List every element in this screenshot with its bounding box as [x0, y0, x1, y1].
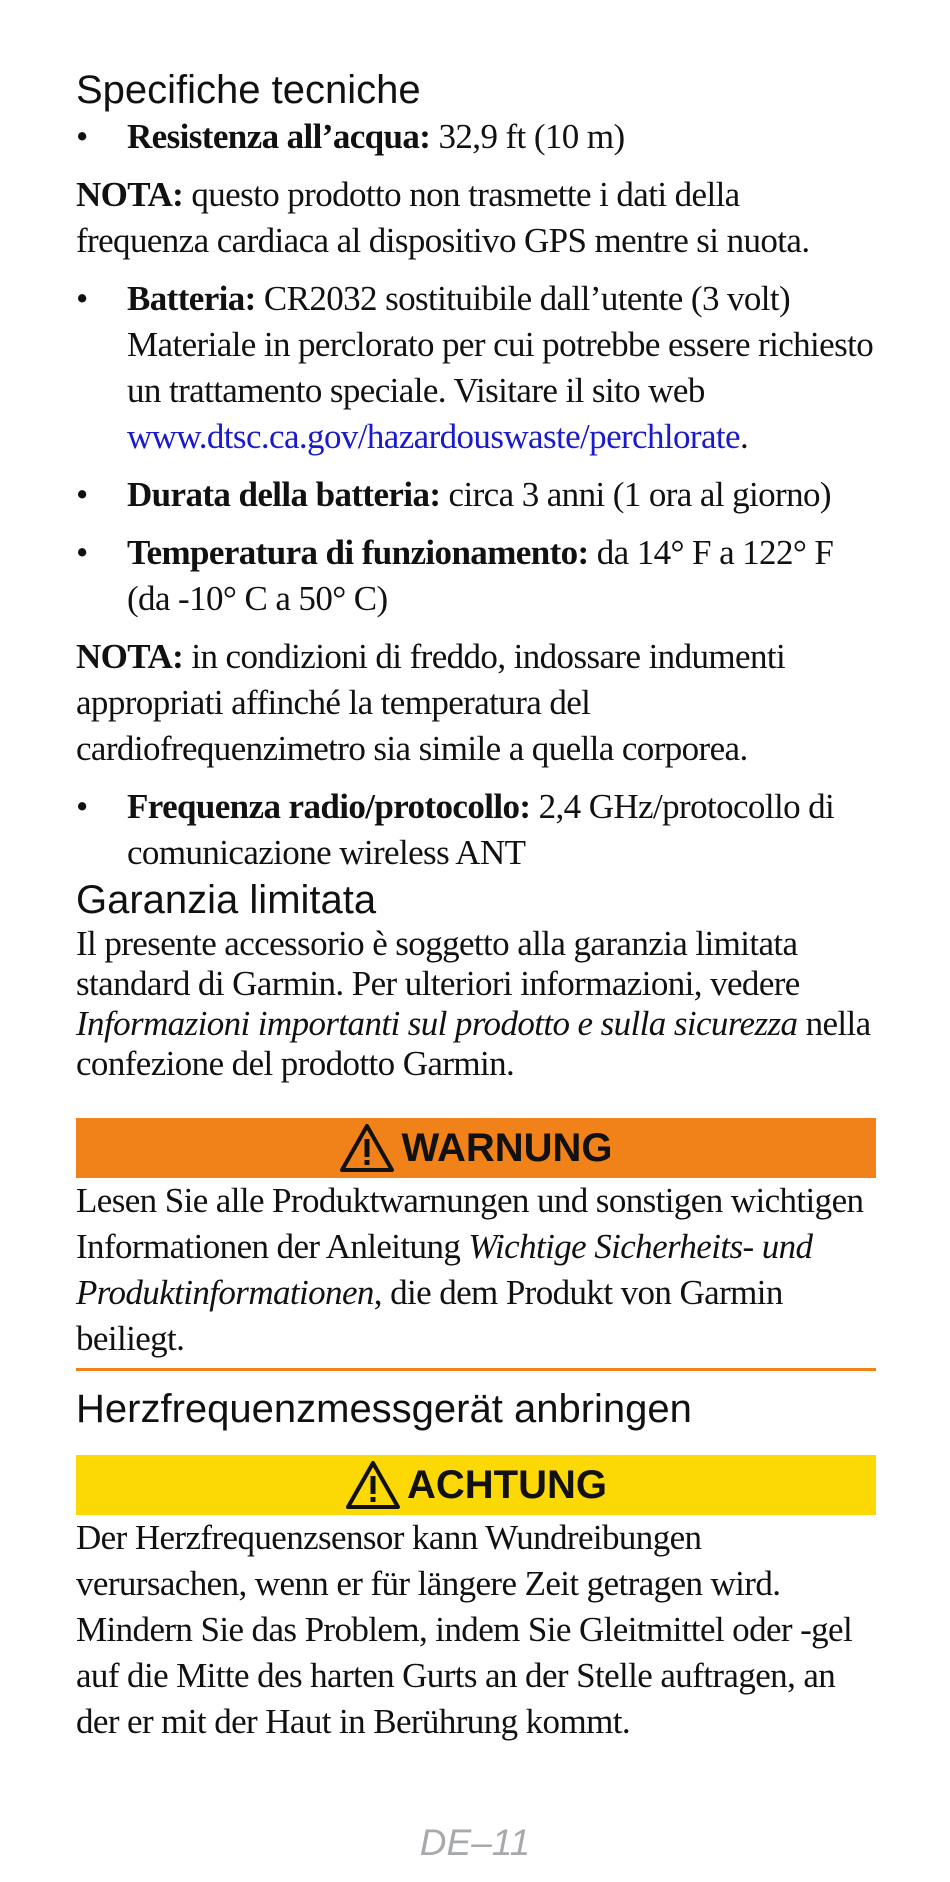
spec-battery-text: CR2032 sostituibile dall’utente (3 volt) Materiale in perclorato per cui potrebbe essere richiesto un trattamento speciale. Visitare il sito web — [127, 279, 874, 410]
warranty-text — [76, 924, 876, 1084]
spec-battery-label: Batteria: — [127, 279, 256, 318]
note-label: NOTA: — [76, 637, 184, 676]
warranty-text-a: Il presente accessorio è soggetto alla garanzia limitata standard di Garmin. Per ulteriori informazioni, vedere — [76, 924, 800, 1003]
spacer — [76, 518, 876, 530]
spec-temperature-label: Temperatura di funzionamento: — [127, 533, 589, 572]
spec-water-resistance — [76, 114, 876, 160]
spec-battery-life-label: Durata della batteria: — [127, 475, 441, 514]
spec-water-value: 32,9 ft (10 m) — [430, 117, 625, 156]
bullet: • — [76, 787, 88, 826]
spec-battery — [76, 276, 876, 460]
spec-radio — [76, 784, 876, 876]
caution-title: ACHTUNG — [407, 1462, 607, 1507]
warranty-heading: Garanzia limitata — [76, 878, 377, 922]
warning-title: WARNUNG — [401, 1125, 613, 1170]
warning-triangle-icon — [339, 1123, 395, 1173]
warning-text — [76, 1178, 876, 1362]
page-content — [76, 66, 876, 1745]
perchlorate-link[interactable]: www.dtsc.ca.gov/hazardouswaste/perchlorate — [127, 417, 740, 456]
note-label: NOTA: — [76, 175, 184, 214]
caution-text: Der Herzfrequenzsensor kann Wundreibungen verursachen, wenn er für längere Zeit getragen wird. Mindern Sie das Problem, indem Sie Gleitmittel oder -gel auf die Mitte des harten Gurts an der Stelle auftragen, an der er mit der Haut in Berührung kommt. — [76, 1518, 853, 1741]
page-number: DE–11 — [419, 1822, 531, 1863]
bullet: • — [76, 279, 88, 318]
bullet: • — [76, 533, 88, 572]
note-text: in condizioni di freddo, indossare indumenti appropriati affinché la temperatura del cardiofrequenzimetro sia simile a quella corporea. — [76, 637, 786, 768]
warning-text-b: , die dem Produkt von Garmin beiliegt. — [76, 1273, 783, 1358]
bullet: • — [76, 117, 88, 156]
note-text: questo prodotto non trasmette i dati della frequenza cardiaca al dispositivo GPS mentre si nuota. — [76, 175, 810, 260]
spacer — [76, 460, 876, 472]
warranty-text-b: nella confezione del prodotto Garmin. — [76, 1004, 871, 1083]
specs-list-2 — [76, 276, 876, 622]
warning-banner — [76, 1118, 876, 1178]
spec-water-label: Resistenza all’acqua: — [127, 117, 431, 156]
note-cold — [76, 634, 876, 772]
warning-doc-title: Wichtige Sicherheits- und Produktinformationen — [76, 1227, 813, 1312]
note-swimming — [76, 172, 876, 264]
spec-radio-label: Frequenza radio/protocollo: — [127, 787, 531, 826]
caution-triangle-icon — [345, 1460, 401, 1510]
bullet: • — [76, 475, 88, 514]
specs-heading: Specifiche tecniche — [76, 68, 421, 112]
spec-battery-life-value: circa 3 anni (1 ora al giorno) — [440, 475, 831, 514]
specs-list-1 — [76, 114, 876, 160]
spec-temperature-value: da 14° F a 122° F (da -10° C a 50° C) — [127, 533, 834, 618]
spec-radio-value: 2,4 GHz/protocollo di comunicazione wireless ANT — [127, 787, 835, 872]
specs-list-3 — [76, 784, 876, 876]
spec-temperature — [76, 530, 876, 622]
warning-text-a: Lesen Sie alle Produktwarnungen und sonstigen wichtigen Informationen der Anleitung — [76, 1181, 864, 1266]
caution-banner — [76, 1455, 876, 1515]
spec-battery-life — [76, 472, 876, 518]
spec-battery-period: . — [739, 417, 749, 456]
warranty-doc-title: Informazioni importanti sul prodotto e sulla sicurezza — [76, 1004, 798, 1043]
mount-heading: Herzfrequenzmessgerät anbringen — [76, 1387, 692, 1431]
